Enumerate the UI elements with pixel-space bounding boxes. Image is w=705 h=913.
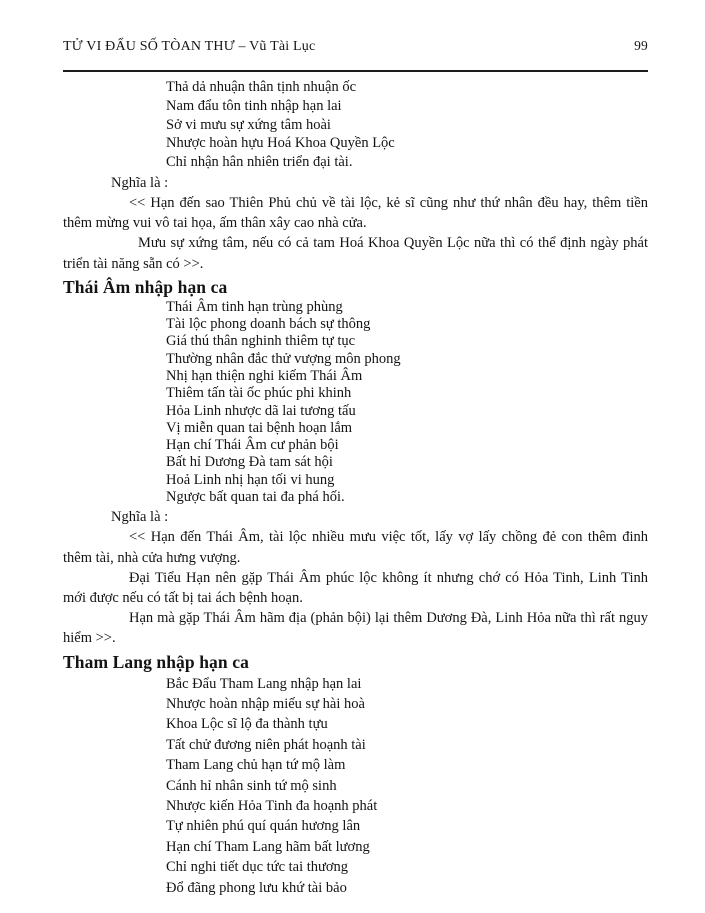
page-number: 99 — [634, 38, 648, 53]
verse-line: Tài lộc phong doanh bách sự thông — [166, 316, 371, 333]
running-title: TỬ VI ĐẨU SỐ TÒAN THƯ – Vũ Tài Lục — [63, 39, 316, 54]
meaning-label: Nghĩa là : — [111, 174, 169, 191]
section-heading-tham-lang: Tham Lang nhập hạn ca — [63, 651, 249, 672]
verse-line: Đổ đãng phong lưu khứ tài bảo — [166, 879, 347, 896]
verse-line: Hạn chí Thái Âm cư phản bội — [166, 437, 339, 454]
paragraph: << Hạn đến sao Thiên Phủ chủ về tài lộc, kẻ sĩ cũng như thứ nhân đều hay, thêm tiền thêm mừng vui vô tai họa, ấm thân xây cao nhà cửa. — [63, 194, 648, 232]
verse-line: Sở vi mưu sự xứng tâm hoài — [166, 116, 331, 133]
verse-line: Nhược kiến Hỏa Tinh đa hoạnh phát — [166, 798, 378, 815]
thien-phu-verse — [63, 78, 648, 172]
verse-line: Bất hỉ Dương Đà tam sát hội — [166, 454, 333, 471]
verse-line: Thiêm tấn tài ốc phúc phi khinh — [166, 385, 352, 402]
verse-line: Nhị hạn thiện nghi kiếm Thái Âm — [166, 367, 363, 384]
verse-line: Nhược hoàn hựu Hoá Khoa Quyền Lộc — [166, 135, 395, 152]
paragraph: Đại Tiểu Hạn nên gặp Thái Âm phúc lộc không ít nhưng chớ có Hỏa Tinh, Linh Tinh mới được nếu có tất bị tai ách bệnh hoạn. — [63, 569, 648, 606]
verse-line: Thường nhân đắc thử vượng môn phong — [166, 350, 401, 367]
verse-line: Cánh hỉ nhân sinh tứ mộ sinh — [166, 777, 337, 794]
verse-line: Vị miễn quan tai bệnh hoạn lắm — [166, 419, 353, 436]
meaning-label: Nghĩa là : — [111, 509, 169, 526]
verse-line: Hoả Linh nhị hạn tối vi hung — [166, 471, 335, 488]
verse-line: Hạn chí Tham Lang hãm bất lương — [166, 838, 370, 855]
thai-am-verse — [63, 299, 648, 507]
verse-line: Hỏa Linh nhược dã lai tương tấu — [166, 402, 356, 419]
section-heading-thai-am: Thái Âm nhập hạn ca — [63, 276, 228, 297]
verse-line: Thả dả nhuận thân tịnh nhuận ốc — [166, 79, 357, 95]
verse-line: Tự nhiên phú quí quán hương lân — [166, 818, 361, 835]
verse-line: Tất chử đương niên phát hoạnh tài — [166, 736, 366, 753]
header-rule — [63, 70, 648, 72]
verse-line: Giá thú thân nghinh thiêm tự tục — [166, 333, 356, 350]
verse-line: Khoa Lộc sĩ lộ đa thành tựu — [166, 716, 328, 733]
tham-lang-verse — [63, 674, 648, 898]
verse-line: Chỉ nhận hân nhiên triển đại tài. — [166, 154, 353, 171]
verse-line: Bắc Đẩu Tham Lang nhập hạn lai — [166, 675, 362, 692]
verse-line: Tham Lang chủ hạn tứ mộ làm — [166, 757, 346, 774]
verse-line: Nhược hoàn nhập miếu sự hài hoà — [166, 695, 365, 712]
paragraph: << Hạn đến Thái Âm, tài lộc nhiều mưu việc tốt, lấy vợ lấy chồng đẻ con thêm đinh thêm tài, nhà cửa hưng vượng. — [63, 529, 648, 566]
verse-line: Ngược bất quan tai đa phá hối. — [166, 489, 345, 506]
paragraph: Mưu sự xứng tâm, nếu có cả tam Hoá Khoa Quyền Lộc nữa thì có thể định ngày phát triển tài năng sẵn có >>. — [63, 235, 648, 272]
page-header — [63, 36, 648, 57]
verse-line: Chỉ nghi tiết dục tức tai thương — [166, 859, 349, 876]
verse-line: Nam đẩu tôn tinh nhập hạn lai — [166, 97, 342, 114]
paragraph: Hạn mà gặp Thái Âm hãm địa (phản bội) lại thêm Dương Đà, Linh Hỏa nữa thì rất nguy hiểm >>. — [63, 610, 648, 647]
verse-line: Thái Âm tinh hạn trùng phùng — [166, 298, 343, 315]
